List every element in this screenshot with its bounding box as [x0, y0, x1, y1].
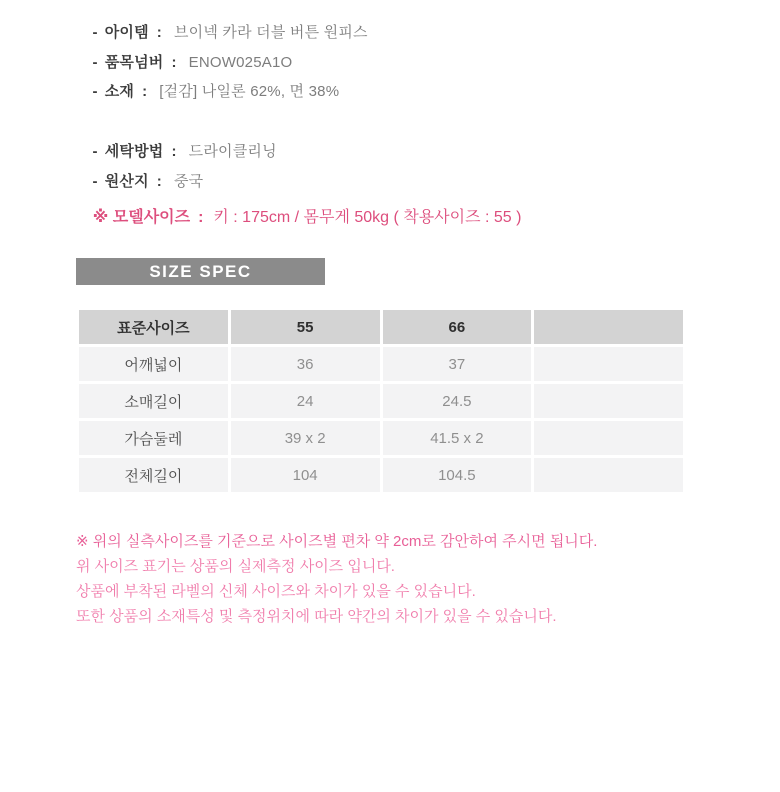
info-item-label: 아이템	[104, 24, 149, 41]
colon-separator: :	[198, 209, 204, 226]
table-cell: 104	[231, 458, 380, 492]
table-header-empty	[534, 310, 683, 344]
info-item-value: ENOW025A1O	[188, 54, 293, 71]
table-row-label: 소매길이	[79, 384, 228, 418]
table-header-standard-size: 표준사이즈	[79, 310, 228, 344]
table-header-size-55: 55	[231, 310, 380, 344]
size-spec-banner: SIZE SPEC	[76, 258, 325, 285]
table-cell	[534, 421, 683, 455]
table-header-size-66: 66	[383, 310, 532, 344]
table-cell: 41.5 x 2	[383, 421, 532, 455]
info-item-value: 브이넥 카라 더블 버튼 원피스	[173, 24, 368, 41]
info-item-label: 소재	[104, 83, 135, 100]
bullet-dash: -	[92, 173, 98, 190]
table-cell: 36	[231, 347, 380, 381]
size-note: 위 사이즈 표기는 상품의 실제측정 사이즈 입니다.	[76, 558, 395, 575]
colon-separator: :	[171, 54, 177, 71]
info-item-value: 드라이클리닝	[188, 143, 277, 160]
info-item-value: [겉감] 나일론 62%, 면 38%	[159, 83, 340, 100]
bullet-dash: -	[92, 143, 98, 160]
table-cell: 37	[383, 347, 532, 381]
size-spec-table	[79, 310, 683, 492]
table-cell: 104.5	[383, 458, 532, 492]
bullet-dash: -	[92, 54, 98, 71]
table-row-label: 어깨넓이	[79, 347, 228, 381]
table-cell	[534, 384, 683, 418]
table-row-label: 가슴둘레	[79, 421, 228, 455]
model-size-line	[75, 186, 521, 245]
info-item-value: 중국	[173, 173, 204, 190]
bullet-dash: -	[92, 24, 98, 41]
table-cell	[534, 458, 683, 492]
info-item-label: 품목넘버	[104, 54, 164, 71]
colon-separator: :	[171, 143, 177, 160]
size-note: 또한 상품의 소재특성 및 측정위치에 따라 약간의 차이가 있을 수 있습니다.	[76, 608, 557, 625]
table-cell	[534, 347, 683, 381]
model-size-value: 키 : 175cm / 몸무게 50kg ( 착용사이즈 : 55 )	[213, 209, 522, 226]
size-note: 상품에 부착된 라벨의 신체 사이즈와 차이가 있을 수 있습니다.	[76, 583, 476, 600]
info-item-material	[75, 63, 339, 118]
table-cell: 24	[231, 384, 380, 418]
colon-separator: :	[142, 83, 148, 100]
size-note: ※ 위의 실측사이즈를 기준으로 사이즈별 편차 약 2cm로 감안하여 주시면 됩니다.	[76, 533, 598, 550]
info-item-label: 세탁방법	[104, 143, 164, 160]
table-cell: 24.5	[383, 384, 532, 418]
model-size-label: ※ 모델사이즈	[92, 209, 191, 226]
table-cell: 39 x 2	[231, 421, 380, 455]
info-item-label: 원산지	[104, 173, 149, 190]
bullet-dash: -	[92, 83, 98, 100]
colon-separator: :	[156, 24, 162, 41]
colon-separator: :	[156, 173, 162, 190]
table-row-label: 전체길이	[79, 458, 228, 492]
